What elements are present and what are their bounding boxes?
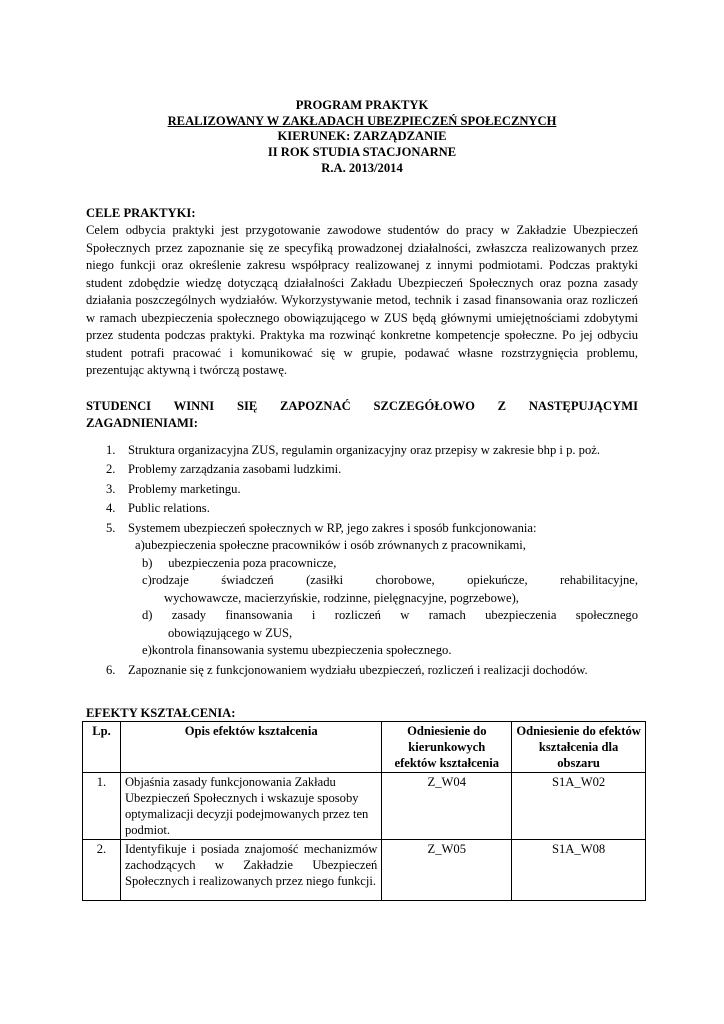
- effects-table: [82, 721, 646, 901]
- document-page: [86, 98, 641, 901]
- document-header: [86, 98, 638, 177]
- list-item: [86, 481, 638, 499]
- item-text: Public relations.: [128, 501, 210, 516]
- sub-item-d-line2: obowiązującego w ZUS,: [168, 625, 293, 640]
- sub-item-c-line2: wychowawcze, macierzyńskie, rodzinne, pielęgnacyjne, pogrzebowe),: [164, 590, 519, 605]
- cell-lp: 1.: [83, 773, 121, 840]
- sub-item-e: e)kontrola finansowania systemu ubezpieczenia społecznego.: [142, 643, 452, 658]
- item-number: 6.: [106, 662, 116, 677]
- cell-obszar: S1A_W08: [512, 840, 646, 901]
- item-number: 4.: [106, 501, 116, 516]
- cell-opis: Identyfikuje i posiada znajomość mechanizmów zachodzących w Zakładzie Ubezpieczeń Społecznych i realizowanych przez niego funkcji.: [120, 840, 381, 901]
- topics-list: [86, 442, 638, 680]
- cell-obszar: S1A_W02: [512, 773, 646, 840]
- sub-list: [128, 537, 638, 660]
- list-item: [86, 442, 638, 460]
- list-item: [86, 500, 638, 518]
- col-header-obszar: Odniesienie do efektów kształcenia dla obszaru: [512, 722, 646, 773]
- goals-text: Celem odbycia praktyki jest przygotowanie zawodowe studentów do pracy w Zakładzie Ubezpieczeń Społecznych przez zapoznanie się ze specyfiką prowadzonej działalności, zwłaszcza realizowanych przez niego funkcji oraz określenie zakresu współpracy realizowanej z innymi podmiotami. Podczas praktyki student zdobędzie wiedzę dotyczącą działalności Zakładu Ubezpieczeń Społecznych oraz pozna zasady działania poszczególnych wydziałów. Wykorzystywanie metod, technik i zasad finansowania oraz rozliczeń w ramach ubezpieczenia społecznego obowiązującego w ZUS będą głównymi umiejętnościami zdobytymi przez studenta podczas praktyki. Praktyka ma rozwinąć konkretne kompetencje społeczne. Po jej odbyciu student potrafi pracować i komunikować się w grupie, podawać własne rozstrzygnięcia problemu, prezentując aktywną i twórczą postawę.: [86, 223, 638, 378]
- col-header-lp: Lp.: [83, 722, 121, 773]
- item-text: Zapoznanie się z funkcjonowaniem wydziału ubezpieczeń, rozliczeń i realizacji dochodów.: [128, 662, 588, 677]
- header-field: KIERUNEK: ZARZĄDZANIE: [277, 129, 447, 144]
- header-academic-year: R.A. 2013/2014: [321, 160, 403, 175]
- item-number: 1.: [106, 442, 116, 457]
- item-number: 3.: [106, 481, 116, 496]
- header-year: II ROK STUDIA STACJONARNE: [267, 145, 457, 160]
- table-row: [83, 840, 646, 901]
- cell-kierunkowe: Z_W04: [382, 773, 512, 840]
- list-item: [86, 662, 638, 680]
- list-item: [86, 461, 638, 479]
- sub-item-b: b) ubezpieczenia poza pracownicze,: [142, 555, 337, 570]
- header-title: PROGRAM PRAKTYK: [295, 98, 429, 112]
- col-header-kierunkowe: Odniesienie do kierunkowych efektów kształcenia: [382, 722, 512, 773]
- list-item: [86, 520, 638, 660]
- cell-kierunkowe: Z_W05: [382, 840, 512, 901]
- item-text: Systemem ubezpieczeń społecznych w RP, jego zakres i sposób funkcjonowania:: [128, 520, 537, 535]
- item-number: 2.: [106, 462, 116, 477]
- effects-heading: EFEKTY KSZTAŁCENIA:: [86, 706, 236, 721]
- sub-item-c-line1: c)rodzaje świadczeń (zasiłki chorobowe, opiekuńcze, rehabilitacyjne,: [142, 573, 638, 588]
- col-header-opis: Opis efektów kształcenia: [120, 722, 381, 773]
- sub-item-d-line1: d) zasady finansowania i rozliczeń w ramach ubezpieczenia społecznego: [142, 608, 638, 623]
- item-text: Problemy marketingu.: [128, 481, 241, 496]
- topics-heading-line1: STUDENCI WINNI SIĘ ZAPOZNAĆ SZCZEGÓŁOWO Z NASTĘPUJĄCYMI: [86, 398, 638, 413]
- header-subtitle: REALIZOWANY W ZAKŁADACH UBEZPIECZEŃ SPOŁECZNYCH: [167, 113, 557, 128]
- goals-heading: CELE PRAKTYKI:: [86, 205, 196, 220]
- table-row: [83, 773, 646, 840]
- sub-item-a: a)ubezpieczenia społeczne pracowników i osób zrównanych z pracownikami,: [135, 538, 526, 553]
- cell-opis: Objaśnia zasady funkcjonowania Zakładu Ubezpieczeń Społecznych i wskazuje sposoby optymalizacji decyzji podejmowanych przez ten podmiot.: [120, 773, 381, 840]
- item-text: Struktura organizacyjna ZUS, regulamin organizacyjny oraz przepisy w zakresie bhp i p. poż.: [128, 442, 600, 457]
- item-number: 5.: [106, 520, 116, 535]
- item-text: Problemy zarządzania zasobami ludzkimi.: [128, 462, 342, 477]
- table-header-row: [83, 722, 646, 773]
- topics-heading-line2: ZAGADNIENIAMI:: [86, 416, 198, 431]
- cell-lp: 2.: [83, 840, 121, 901]
